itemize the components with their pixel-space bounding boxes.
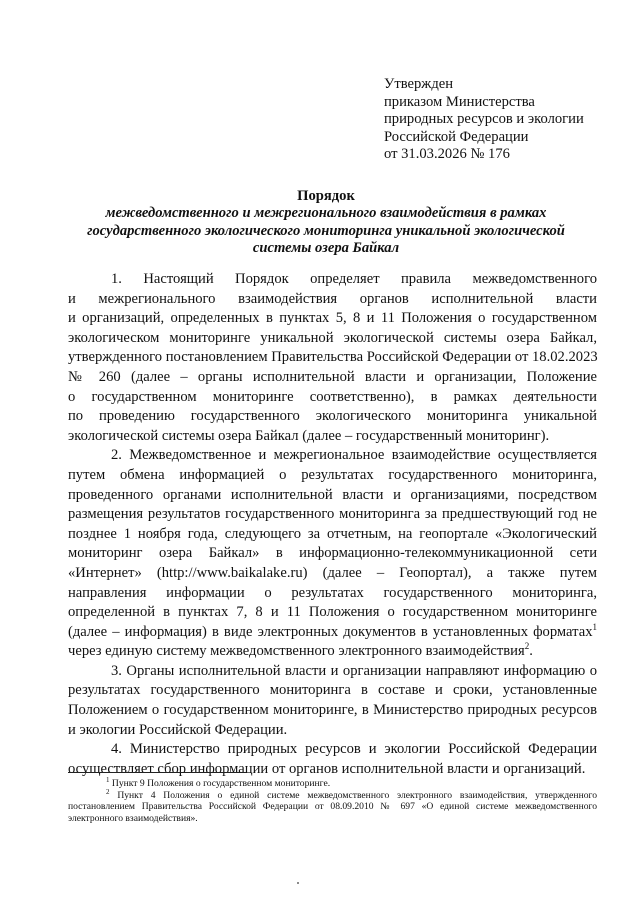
text-line: позднее 1 ноября года, следующего за отчетным, на геопортале «Экологический xyxy=(68,525,597,542)
text-line: осуществляет сбор информации от органов исполнительной власти и организаций. xyxy=(68,760,586,777)
approval-block xyxy=(384,76,624,164)
footnote-line xyxy=(68,787,597,802)
text-fragment: (далее – информация) в виде электронных документов в установленных форматах xyxy=(68,623,593,640)
text-line: определенной в пунктах 7, 8 и 11 Положения о государственном мониторинге xyxy=(68,604,597,621)
footnote-number: 2 xyxy=(106,787,110,796)
text-line: Положением о государственном мониторинге, в Министерство природных ресурсов xyxy=(68,702,597,719)
text-line: размещения результатов государственного мониторинга за предшествующий год не xyxy=(68,506,597,523)
approval-line: приказом Министерства xyxy=(384,93,535,110)
title-subline: системы озера Байкал xyxy=(252,239,400,256)
text-line: 4. Министерство природных ресурсов и экологии Российской Федерации xyxy=(111,741,597,758)
text-line-with-footnote xyxy=(68,623,597,643)
text-line: утвержденного постановлением Правительства Российской Федерации от 18.02.2023 xyxy=(68,349,598,366)
page-mark xyxy=(297,882,299,884)
approval-line: Утвержден xyxy=(384,76,454,92)
footnotes xyxy=(68,775,597,824)
text-line: экологическом мониторинге уникальной экологической системы озера Байкал, xyxy=(68,329,597,346)
footnote-2 xyxy=(68,787,597,825)
footnote-ref-1[interactable]: 1 xyxy=(592,621,597,632)
text-fragment: . xyxy=(529,643,533,660)
paragraph-1 xyxy=(68,270,597,446)
paragraph-2 xyxy=(68,446,597,662)
text-line: результатах государственного мониторинга в составе и сроки, установленные xyxy=(68,682,597,699)
document-title xyxy=(62,188,590,257)
text-line: и межрегионального взаимодействия органов исполнительной власти xyxy=(68,290,597,307)
text-line: 2. Межведомственное и межрегиональное взаимодействие осуществляется xyxy=(111,447,597,464)
footnote-line xyxy=(68,775,597,790)
text-fragment: через единую систему межведомственного электронного взаимодействия xyxy=(68,643,525,660)
text-line: направления информации о результатах государственного мониторинга, xyxy=(68,584,597,601)
footnote-text: Пункт 4 Положения о единой системе межведомственного электронного взаимодействия, утвержденного xyxy=(117,789,597,801)
approval-line: природных ресурсов и экологии xyxy=(384,111,584,128)
text-line: 3. Органы исполнительной власти и организации направляют информацию о xyxy=(111,662,597,679)
text-line: и экологии Российской Федерации. xyxy=(68,721,288,738)
text-line: по проведению государственного экологического мониторинга уникальной xyxy=(68,408,597,425)
text-line-with-footnote xyxy=(68,642,597,662)
approval-date: от 31.03.2026 № 176 xyxy=(384,146,510,163)
text-line: проведенного органами исполнительной власти и организациями, посредством xyxy=(68,486,597,503)
footnote-ref-2[interactable]: 2 xyxy=(524,641,530,652)
footnote-line: постановлением Правительства Российской Федерации от 08.09.2010 № 697 «О единой системе межведомственного xyxy=(68,801,597,813)
text-line: и организаций, определенных в пунктах 5, 8 и 11 Положения о государственном xyxy=(68,310,597,327)
text-line: о государственном мониторинге соответственно), в рамках деятельности xyxy=(68,388,597,405)
approval-line: Российской Федерации xyxy=(384,128,529,145)
text-line: № 260 (далее – органы исполнительной власти и организации, Положение xyxy=(68,368,597,385)
paragraph-3 xyxy=(68,662,597,740)
footnote-number: 1 xyxy=(106,775,110,784)
text-line: 1. Настоящий Порядок определяет правила межведомственного xyxy=(111,271,597,287)
footnote-divider xyxy=(68,772,246,773)
text-line: путем обмена информацией о результатах государственного мониторинга, xyxy=(68,466,597,483)
text-line: «Интернет» (http://www.baikalake.ru) (далее – Геопортал), а также путем xyxy=(68,564,597,581)
footnote-1 xyxy=(68,775,597,790)
paragraph-4 xyxy=(68,740,597,779)
text-line: экологической системы озера Байкал (далее – государственный мониторинг). xyxy=(68,427,550,444)
text-line: мониторинг озера Байкал» в информационно-телекоммуникационной сети xyxy=(68,545,597,562)
footnote-text: Пункт 9 Положения о государственном мониторинге. xyxy=(111,778,331,789)
title-subline: межведомственного и межрегионального взаимодействия в рамках xyxy=(105,205,547,222)
footnote-line: электронного взаимодействия». xyxy=(68,812,198,824)
title-heading: Порядок xyxy=(297,188,355,204)
title-subline: государственного экологического мониторинга уникальной экологической xyxy=(87,222,565,239)
document-body xyxy=(68,270,597,779)
